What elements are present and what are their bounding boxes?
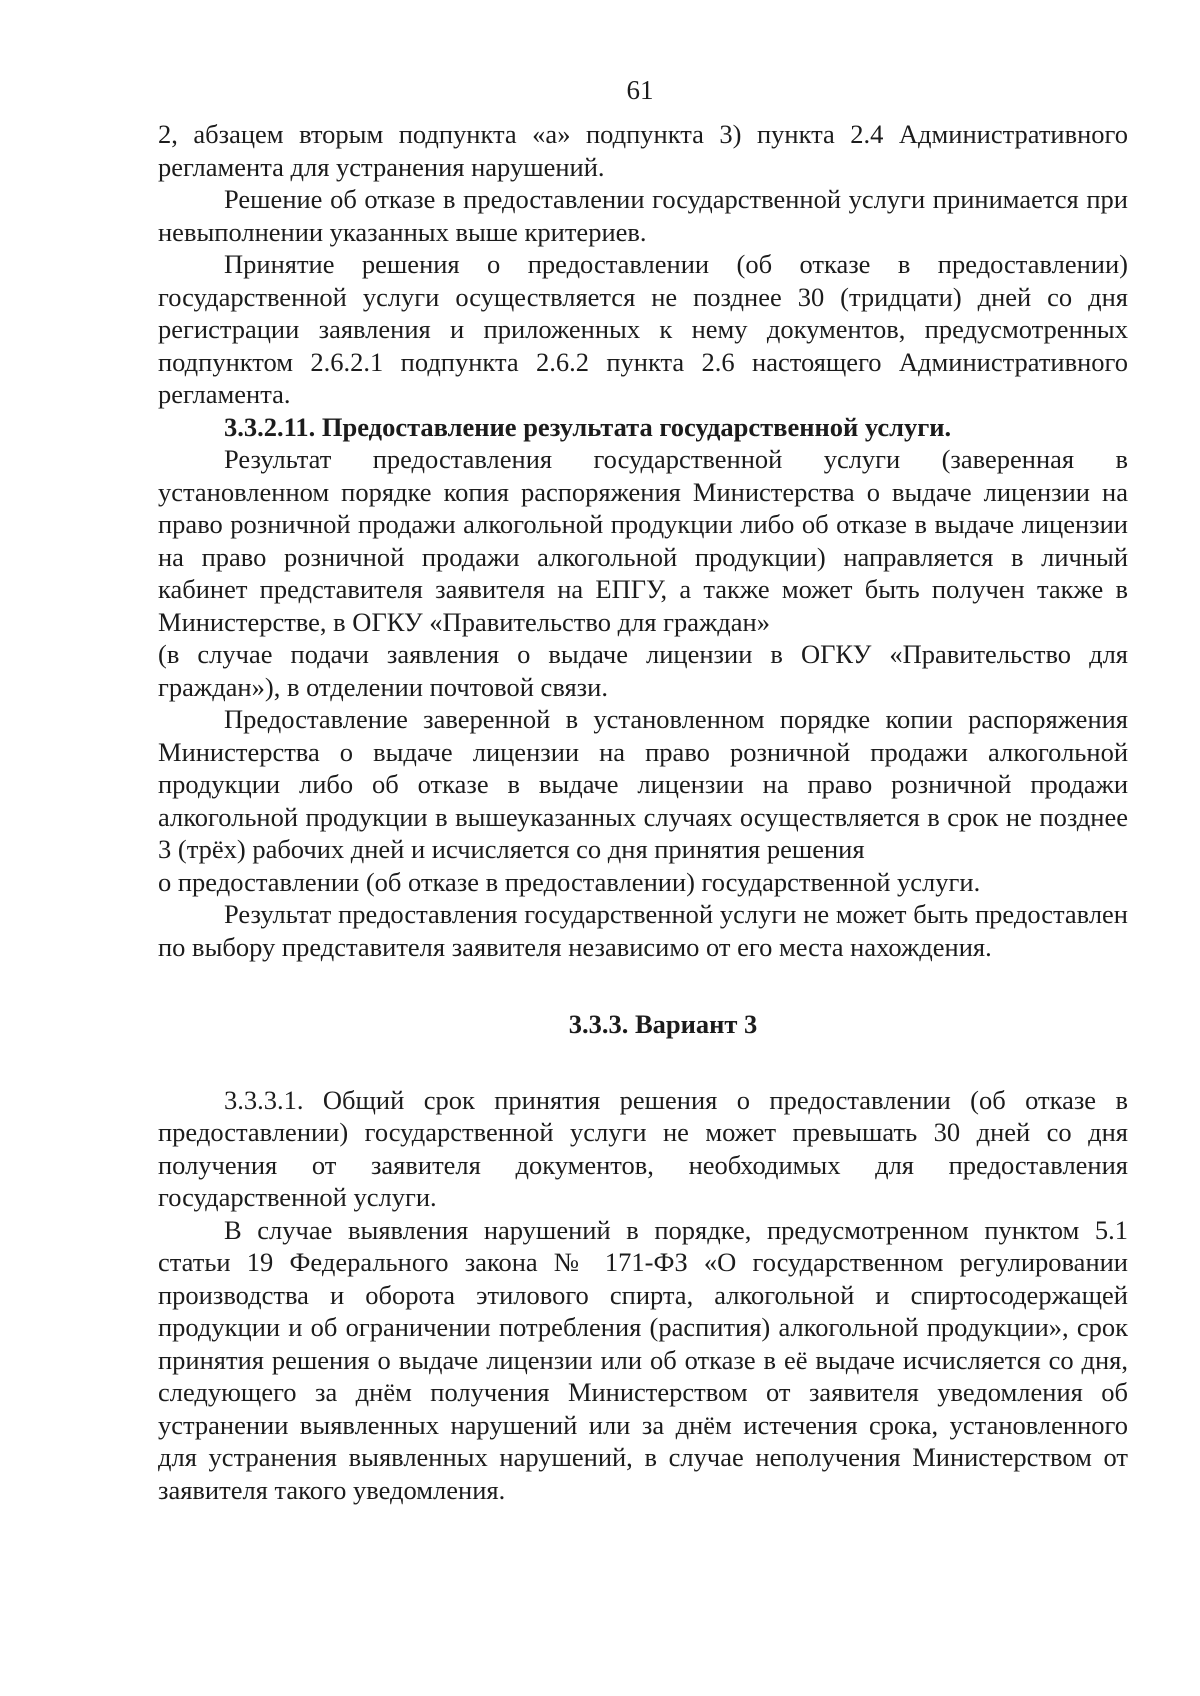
subsection-heading: 3.3.2.11. Предоставление результата государственной услуги. xyxy=(224,411,952,442)
paragraph: 3.3.3.1. Общий срок принятия решения о предоставлении (об отказе в предоставлении) государственной услуги не может превышать 30 дней со дня получения от заявителя документов, необходимых для предоставления государственной услуги. xyxy=(158,1084,1128,1212)
paragraph: Предоставление заверенной в установленном порядке копии распоряжения Министерства о выдаче лицензии на право розничной продажи алкогольной продукции либо об отказе в выдаче лицензии на право розничной продажи алкогольной продукции в вышеуказанных случаях осуществляется в срок не позднее 3 (трёх) рабочих дней и исчисляется со дня принятия решения xyxy=(158,704,1128,864)
paragraph: В случае выявления нарушений в порядке, предусмотренном пунктом 5.1 статьи 19 Федерального закона № 171-ФЗ «О государственном регулировании производства и оборота этилового спирта, алкогольной и спиртосодержащей продукции и об ограничении потребления (распития) алкогольной продукции», срок принятия решения о выдаче лицензии или об отказе в её выдаче исчисляется со дня, следующего за днём получения Министерством от заявителя уведомления об устранении выявленных нарушений или за днём истечения срока, установленного для устранения выявленных нарушений, в случае неполучения Министерством от заявителя такого уведомления. xyxy=(158,1214,1128,1505)
document-body xyxy=(158,118,1128,1506)
paragraph: Принятие решения о предоставлении (об отказе в предоставлении) государственной услуги осуществляется не позднее 30 (тридцати) дней со дня регистрации заявления и приложенных к нему документов, предусмотренных подпунктом 2.6.2.1 подпункта 2.6.2 пункта 2.6 настоящего Административного регламента. xyxy=(158,249,1128,409)
paragraph: Результат предоставления государственной услуги (заверенная в установленном порядке копия распоряжения Министерства о выдаче лицензии на право розничной продажи алкогольной продукции либо об отказе в выдаче лицензии на право розничной продажи алкогольной продукции) направляется в личный кабинет представителя заявителя на ЕПГУ, а также может быть получен также в Министерстве, в ОГКУ «Правительство для граждан» xyxy=(158,444,1128,637)
page-number: 61 xyxy=(626,75,654,105)
paragraph: Решение об отказе в предоставлении государственной услуги принимается при невыполнении указанных выше критериев. xyxy=(158,184,1128,247)
paragraph: Результат предоставления государственной услуги не может быть предоставлен по выбору представителя заявителя независимо от его места нахождения. xyxy=(158,899,1128,962)
paragraph: 2, абзацем вторым подпункта «а» подпункта 3) пункта 2.4 Административного регламента для устранения нарушений. xyxy=(158,119,1128,182)
paragraph: о предоставлении (об отказе в предоставлении) государственной услуги. xyxy=(158,866,981,897)
paragraph: (в случае подачи заявления о выдаче лицензии в ОГКУ «Правительство для граждан»), в отделении почтовой связи. xyxy=(158,639,1128,702)
section-title: 3.3.3. Вариант 3 xyxy=(568,1009,758,1039)
